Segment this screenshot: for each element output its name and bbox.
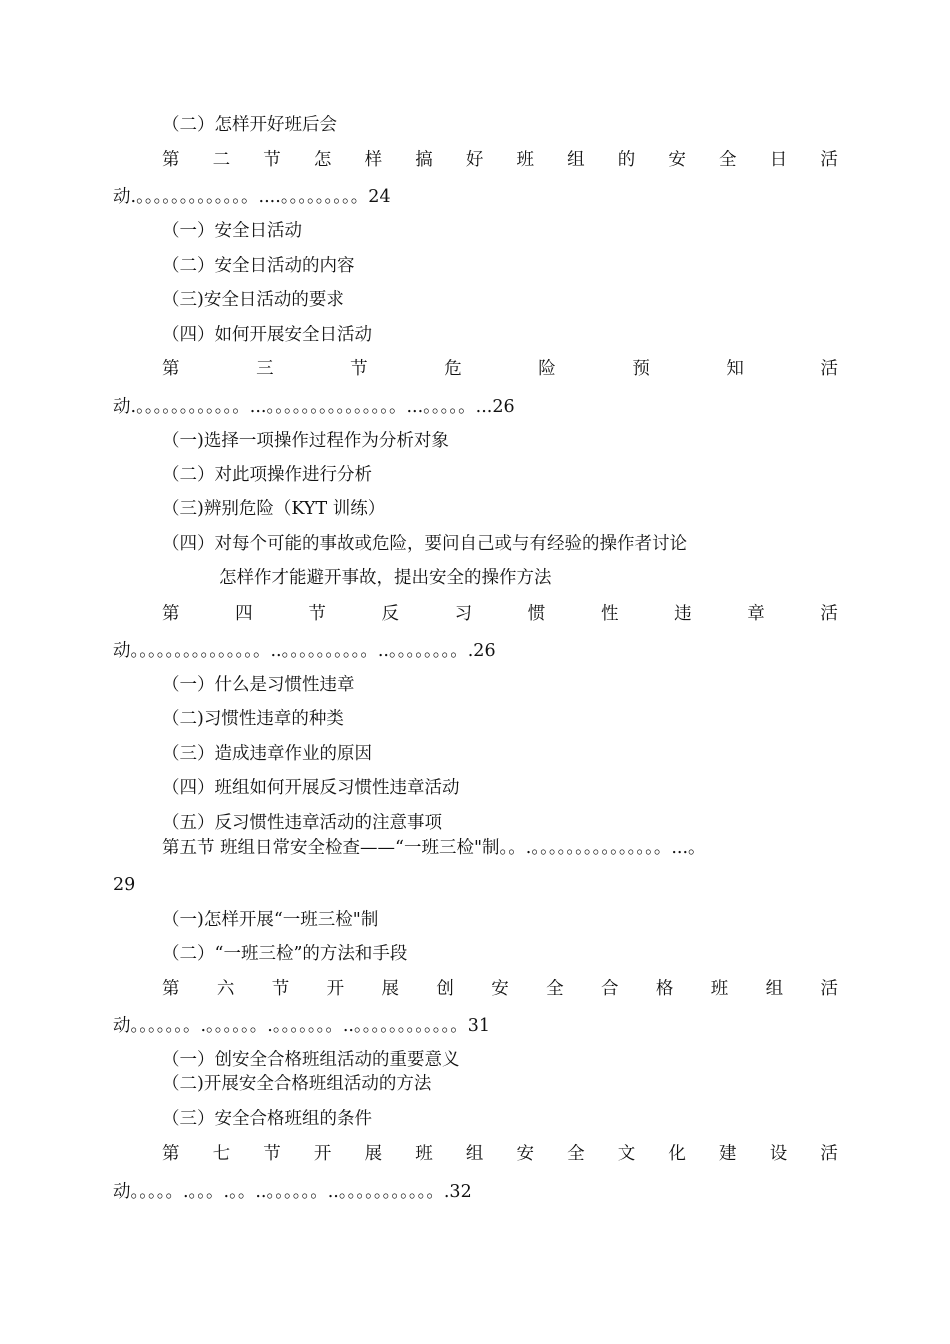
toc-item: （五）反习惯性违章活动的注意事项 bbox=[162, 813, 442, 833]
toc-section-title-5: 第五节 班组日常安全检查——“一班三检"制。。.。。。。。。。。。。。。。。。...。 bbox=[162, 838, 706, 858]
title-char: 组 bbox=[465, 1144, 484, 1164]
title-char: 节 bbox=[271, 979, 290, 999]
toc-section-title-6 bbox=[162, 978, 838, 1000]
toc-dot-leader: 动.。。。。。。。。。。。。...。。。。。。。。。。。。。。。...。。。。。...26 bbox=[113, 397, 515, 417]
title-char: 知 bbox=[726, 359, 744, 379]
title-char: 怎 bbox=[313, 150, 332, 170]
title-char: 班 bbox=[415, 1144, 433, 1164]
toc-item: （四）对每个可能的事故或危险，要问自己或与有经验的操作者讨论 bbox=[162, 534, 687, 554]
title-char: 七 bbox=[212, 1144, 231, 1164]
title-char: 全 bbox=[719, 150, 737, 170]
title-char: 第 bbox=[162, 150, 180, 170]
toc-item: （二)开展安全合格班组活动的方法 bbox=[162, 1074, 432, 1094]
title-char: 班 bbox=[516, 150, 534, 170]
title-char: 第 bbox=[162, 979, 180, 999]
toc-item: （二)习惯性违章的种类 bbox=[162, 709, 344, 729]
title-char: 危 bbox=[444, 359, 462, 379]
toc-item: （一)选择一项操作过程作为分析对象 bbox=[162, 431, 449, 451]
toc-item: （二）安全日活动的内容 bbox=[162, 256, 355, 276]
title-char: 合 bbox=[601, 979, 619, 999]
toc-dot-leader: 动。。。。。.。。。.。。..。。。。。。..。。。。。。。。。。。.32 bbox=[113, 1182, 472, 1202]
toc-section-title-4 bbox=[162, 603, 838, 625]
title-char: 安 bbox=[516, 1144, 534, 1164]
title-char: 节 bbox=[350, 359, 368, 379]
title-char: 安 bbox=[668, 150, 686, 170]
title-char: 化 bbox=[668, 1144, 686, 1164]
title-char: 四 bbox=[235, 604, 253, 624]
title-char: 节 bbox=[263, 150, 281, 170]
toc-section-title-7 bbox=[162, 1143, 838, 1165]
title-char: 建 bbox=[719, 1144, 737, 1164]
toc-item: （三)辨别危险（KYT 训练） bbox=[162, 499, 386, 519]
title-char: 创 bbox=[436, 979, 454, 999]
title-char: 全 bbox=[546, 979, 564, 999]
toc-dot-leader: 动。。。。。。。.。。。。。。.。。。。。。。..。。。。。。。。。。。。31 bbox=[113, 1016, 491, 1036]
title-char: 日 bbox=[769, 150, 788, 170]
toc-item: （四）如何开展安全日活动 bbox=[162, 325, 372, 345]
title-char: 节 bbox=[308, 604, 326, 624]
title-char: 二 bbox=[212, 150, 231, 170]
toc-item: 怎样作才能避开事故，提出安全的操作方法 bbox=[219, 568, 552, 588]
toc-item: （二）怎样开好班后会 bbox=[162, 115, 337, 135]
title-char: 搞 bbox=[415, 150, 433, 170]
title-char: 开 bbox=[313, 1144, 332, 1164]
title-char: 第 bbox=[162, 604, 180, 624]
toc-item: （三）安全合格班组的条件 bbox=[162, 1109, 372, 1129]
toc-dot-leader: 动.。。。。。。。。。。。。。....。。。。。。。。。24 bbox=[113, 187, 391, 207]
title-char: 第 bbox=[162, 359, 180, 379]
title-char: 违 bbox=[674, 604, 692, 624]
toc-item: （三)安全日活动的要求 bbox=[162, 290, 344, 310]
title-char: 六 bbox=[216, 979, 235, 999]
toc-item: （四）班组如何开展反习惯性违章活动 bbox=[162, 778, 460, 798]
title-char: 惯 bbox=[527, 604, 546, 624]
toc-dot-leader: 动。。。。。。。。。。。。。。。..。。。。。。。。。。..。。。。。。。。.26 bbox=[113, 641, 496, 661]
toc-section-title-2 bbox=[162, 149, 838, 171]
toc-item: （二）“一班三检”的方法和手段 bbox=[162, 944, 408, 964]
title-char: 好 bbox=[465, 150, 484, 170]
title-char: 活 bbox=[820, 1144, 838, 1164]
title-char: 展 bbox=[364, 1144, 383, 1164]
title-char: 安 bbox=[491, 979, 509, 999]
title-char: 设 bbox=[769, 1144, 788, 1164]
title-char: 开 bbox=[326, 979, 345, 999]
title-char: 险 bbox=[538, 359, 556, 379]
title-char: 展 bbox=[381, 979, 399, 999]
title-char: 全 bbox=[567, 1144, 585, 1164]
toc-item: （一)怎样开展“一班三检"制 bbox=[162, 910, 379, 930]
toc-item: （一）安全日活动 bbox=[162, 221, 302, 241]
title-char: 节 bbox=[263, 1144, 281, 1164]
title-char: 组 bbox=[765, 979, 784, 999]
title-char: 章 bbox=[747, 604, 765, 624]
toc-item: （一）创安全合格班组活动的重要意义 bbox=[162, 1050, 460, 1070]
title-char: 第 bbox=[162, 1144, 180, 1164]
toc-item: （三）造成违章作业的原因 bbox=[162, 744, 372, 764]
title-char: 格 bbox=[655, 979, 674, 999]
title-char: 性 bbox=[600, 604, 619, 624]
title-char: 活 bbox=[820, 604, 838, 624]
title-char: 习 bbox=[454, 604, 473, 624]
title-char: 预 bbox=[632, 359, 650, 379]
title-char: 的 bbox=[617, 150, 636, 170]
title-char: 活 bbox=[820, 150, 838, 170]
title-char: 活 bbox=[820, 359, 838, 379]
toc-page-number: 29 bbox=[113, 875, 136, 895]
title-char: 组 bbox=[567, 150, 585, 170]
title-char: 班 bbox=[710, 979, 729, 999]
title-char: 样 bbox=[364, 150, 383, 170]
title-char: 活 bbox=[820, 979, 838, 999]
toc-item: （一）什么是习惯性违章 bbox=[162, 675, 355, 695]
toc-item: （二）对此项操作进行分析 bbox=[162, 465, 372, 485]
title-char: 文 bbox=[617, 1144, 636, 1164]
toc-section-title-3 bbox=[162, 358, 838, 380]
title-char: 反 bbox=[381, 604, 399, 624]
title-char: 三 bbox=[256, 359, 274, 379]
